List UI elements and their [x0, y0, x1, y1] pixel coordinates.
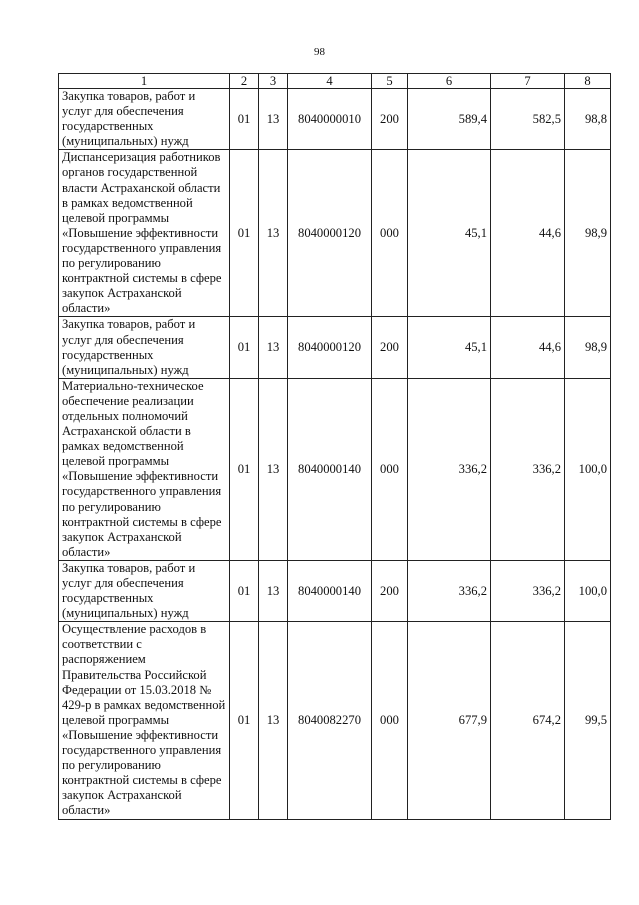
row-target-article: 8040000140 — [288, 560, 372, 621]
row-expense-type: 200 — [372, 89, 408, 150]
row-plan: 589,4 — [408, 89, 491, 150]
row-name: Осуществление расходов в соответствии с распоряжением Правительства Российской Федерации от 15.03.2018 № 429-р в рамках ведомственной целевой программы «Повышение эффективности государственного управления по регулированию контрактной системы в сфере закупок Астраханской области» — [59, 622, 230, 819]
header-col-1: 1 — [59, 74, 230, 89]
table-row — [59, 150, 611, 317]
row-subsection: 13 — [259, 560, 288, 621]
table-row — [59, 378, 611, 560]
row-subsection: 13 — [259, 317, 288, 378]
row-percent: 100,0 — [565, 560, 611, 621]
row-section: 01 — [230, 560, 259, 621]
row-plan: 336,2 — [408, 378, 491, 560]
page-number: 98 — [314, 46, 325, 58]
row-subsection: 13 — [259, 89, 288, 150]
row-expense-type: 000 — [372, 378, 408, 560]
row-plan: 45,1 — [408, 150, 491, 317]
header-col-5: 5 — [372, 74, 408, 89]
row-target-article: 8040082270 — [288, 622, 372, 819]
row-expense-type: 200 — [372, 317, 408, 378]
row-percent: 100,0 — [565, 378, 611, 560]
table-row — [59, 89, 611, 150]
header-col-2: 2 — [230, 74, 259, 89]
row-section: 01 — [230, 378, 259, 560]
row-target-article: 8040000120 — [288, 150, 372, 317]
row-expense-type: 000 — [372, 622, 408, 819]
table-row — [59, 317, 611, 378]
row-percent: 99,5 — [565, 622, 611, 819]
row-percent: 98,9 — [565, 150, 611, 317]
row-subsection: 13 — [259, 622, 288, 819]
budget-table — [58, 73, 611, 820]
row-expense-type: 000 — [372, 150, 408, 317]
row-section: 01 — [230, 622, 259, 819]
header-col-8: 8 — [565, 74, 611, 89]
header-col-6: 6 — [408, 74, 491, 89]
row-plan: 336,2 — [408, 560, 491, 621]
row-fact: 44,6 — [491, 317, 565, 378]
row-fact: 336,2 — [491, 560, 565, 621]
table-row — [59, 622, 611, 819]
header-col-3: 3 — [259, 74, 288, 89]
row-plan: 45,1 — [408, 317, 491, 378]
row-name: Закупка товаров, работ и услуг для обеспечения государственных (муниципальных) нужд — [59, 317, 230, 378]
row-name: Диспансеризация работников органов государственной власти Астраханской области в рамках ведомственной целевой программы «Повышение эффективности государственного управления по регулированию контрактной системы в сфере закупок Астраханской области» — [59, 150, 230, 317]
row-percent: 98,8 — [565, 89, 611, 150]
table-header — [59, 74, 611, 89]
row-section: 01 — [230, 150, 259, 317]
row-fact: 336,2 — [491, 378, 565, 560]
row-subsection: 13 — [259, 378, 288, 560]
row-fact: 44,6 — [491, 150, 565, 317]
row-name: Материально-техническое обеспечение реализации отдельных полномочий Астраханской области в рамках ведомственной целевой программы «Повышение эффективности государственного управления по регулированию контрактной системы в сфере закупок Астраханской области» — [59, 378, 230, 560]
row-target-article: 8040000140 — [288, 378, 372, 560]
row-name: Закупка товаров, работ и услуг для обеспечения государственных (муниципальных) нужд — [59, 560, 230, 621]
row-plan: 677,9 — [408, 622, 491, 819]
header-col-7: 7 — [491, 74, 565, 89]
row-expense-type: 200 — [372, 560, 408, 621]
row-fact: 674,2 — [491, 622, 565, 819]
row-target-article: 8040000010 — [288, 89, 372, 150]
row-section: 01 — [230, 89, 259, 150]
row-fact: 582,5 — [491, 89, 565, 150]
header-row — [59, 74, 611, 89]
table-body — [59, 89, 611, 820]
table-row — [59, 560, 611, 621]
row-target-article: 8040000120 — [288, 317, 372, 378]
row-percent: 98,9 — [565, 317, 611, 378]
row-name: Закупка товаров, работ и услуг для обеспечения государственных (муниципальных) нужд — [59, 89, 230, 150]
header-col-4: 4 — [288, 74, 372, 89]
row-subsection: 13 — [259, 150, 288, 317]
row-section: 01 — [230, 317, 259, 378]
